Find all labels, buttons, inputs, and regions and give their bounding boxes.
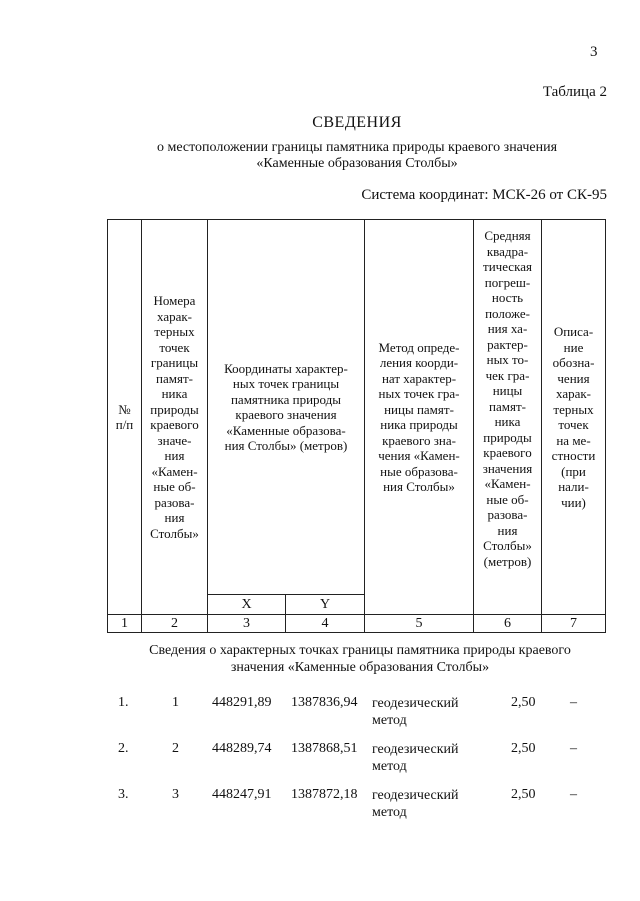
coord-y: 1387868,51 [291,741,358,756]
subtitle-line-2: «Каменные образования Столбы» [256,156,458,171]
column-number: 7 [542,615,606,633]
method-line-2: метод [372,713,407,728]
header-col-coordinates [208,220,365,595]
header-row [108,220,606,595]
method [372,787,459,821]
method [372,695,459,729]
point-number: 2 [172,741,179,756]
coord-x: 448289,74 [212,741,272,756]
column-number: 5 [365,615,474,633]
coord-x: 448291,89 [212,695,272,710]
row-number: 2. [118,741,129,756]
point-description: – [570,741,577,756]
header-col-number-text: № п/п [115,401,134,432]
header-col-description-text: Описа- ние обозна- чения харак- терных точек на ме- стности (при нали- чии) [551,324,596,510]
mean-square-error: 2,50 [511,787,536,802]
column-number: 1 [108,615,142,633]
coord-y: 1387836,94 [291,695,358,710]
header-col-method [365,220,474,615]
method-line-1: геодезический [372,696,459,711]
point-number: 3 [172,787,179,802]
method-line-1: геодезический [372,742,459,757]
method [372,741,459,775]
header-col-coordinates-text: Координаты характер- ных точек границы памятника природы краевого значения «Каменные образова- ния Столбы» (метров) [224,360,348,453]
header-col-y: Y [286,595,365,615]
section-heading [100,642,620,676]
row-number: 3. [118,787,129,802]
document-subtitle [130,140,584,172]
header-col-x: X [208,595,286,615]
header-col-point-numbers-text: Номера харак- терных точек границы памят- ника природы краевого значе- ния «Камен- ные об- разова- ния Столбы» [150,293,199,541]
page-number: 3 [590,44,598,60]
coord-y: 1387872,18 [291,787,358,802]
method-line-2: метод [372,805,407,820]
points-table-header [107,219,606,633]
document-title: СВЕДЕНИЯ [312,114,402,131]
column-number: 2 [142,615,208,633]
header-col-error-text: Средняя квадра- тическая погреш- ность положе- ния ха- рактер- ных то- чек гра- ницы памят- ника природы краевого значения «Камен- ные об- разова- ния Столбы» (метров) [482,228,533,569]
point-description: – [570,787,577,802]
coordinate-system: Система координат: МСК-26 от СК-95 [361,187,607,203]
section-heading-line-1: Сведения о характерных точках границы памятника природы краевого [149,643,571,658]
header-col-method-text: Метод опреде- ления коорди- нат характер- ных точек гра- ницы памят- ника природы краевого зна- чения «Камен- ные образова- ния Столбы» [378,339,460,494]
subtitle-line-1: о местоположении границы памятника природы краевого значения [156,140,558,155]
column-number: 4 [286,615,365,633]
column-number-row [108,615,606,633]
point-number: 1 [172,695,179,710]
mean-square-error: 2,50 [511,741,536,756]
header-col-point-numbers [142,220,208,615]
method-line-2: метод [372,759,407,774]
table-label: Таблица 2 [542,84,607,100]
coord-x: 448247,91 [212,787,272,802]
method-line-1: геодезический [372,788,459,803]
header-col-description [542,220,606,615]
column-number: 6 [474,615,542,633]
row-number: 1. [118,695,129,710]
section-heading-line-2: значения «Каменные образования Столбы» [230,660,490,675]
header-col-number [108,220,142,615]
header-col-error [474,220,542,615]
point-description: – [570,695,577,710]
column-number: 3 [208,615,286,633]
mean-square-error: 2,50 [511,695,536,710]
